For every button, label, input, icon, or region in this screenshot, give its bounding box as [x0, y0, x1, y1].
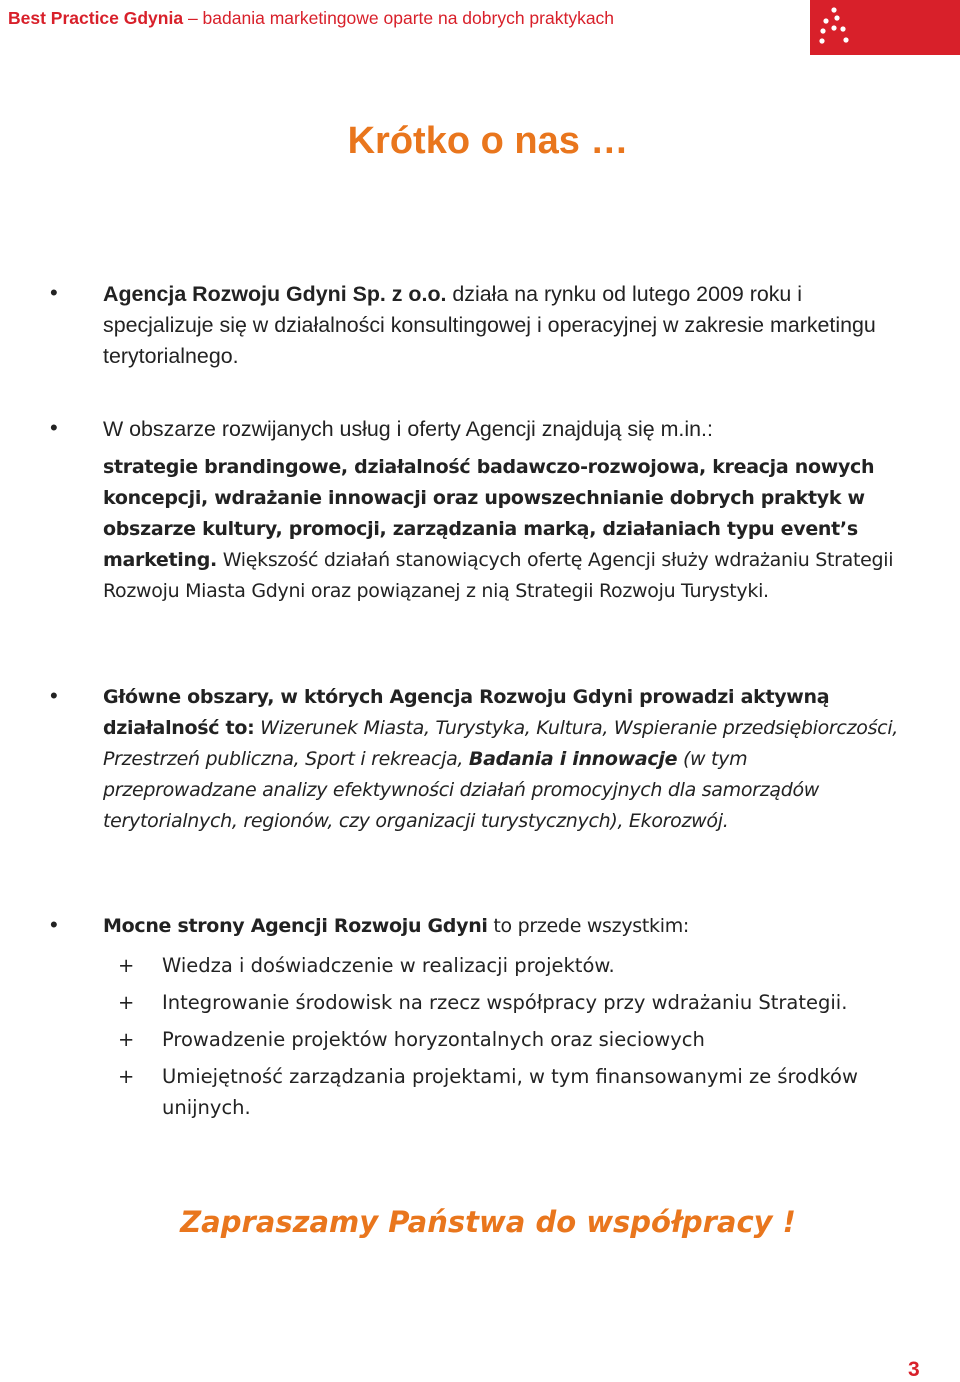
strength-item-text: Integrowanie środowisk na rzecz współpracy przy wdrażaniu Strategii.: [162, 991, 848, 1014]
plus-icon: +: [118, 1028, 135, 1051]
bullet-2-marker: •: [50, 415, 58, 440]
logo: [810, 0, 960, 55]
bullet-4-marker: •: [50, 912, 58, 937]
bullet-1-rest: działa na rynku od lutego 2009 roku i specjalizuje się w działalności konsultingowej i operacyjnej w zakresie marketingu terytorialnego.: [103, 282, 876, 368]
bullet-3-italic-2: (w tym przeprowadzane analizy efektywności działań promocyjnych dla samorządów terytorialnych, regionów, czy organizacji turystycznych), Ekorozwój.: [103, 748, 820, 832]
bullet-1-marker: •: [50, 280, 58, 305]
bullet-4-bold: Mocne strony Agencji Rozwoju Gdyni: [103, 915, 488, 937]
plus-icon: +: [118, 991, 135, 1014]
header: [8, 8, 614, 29]
bullet-2-intro: W obszarze rozwijanych usług i oferty Agencji znajdują się m.in.:: [103, 417, 713, 441]
plus-icon: +: [118, 1065, 135, 1088]
header-subtitle: badania marketingowe oparte na dobrych praktykach: [202, 8, 615, 28]
bullet-4-text: [103, 911, 903, 942]
bullet-1-bold: Agencja Rozwoju Gdyni Sp. z o.o.: [103, 282, 447, 306]
bullet-3-bold-italic: Badania i innowacje: [468, 748, 678, 770]
strength-item-text: Wiedza i doświadczenie w realizacji projektów.: [162, 954, 615, 977]
plus-icon: +: [118, 954, 135, 977]
bullet-3-italic: Wizerunek Miasta, Turystyka, Kultura, Wspieranie przedsiębiorczości, Przestrzeń publiczna, Sport i rekreacja,: [103, 717, 899, 770]
page-number: 3: [908, 1358, 920, 1381]
closing-invitation: Zapraszamy Państwa do współpracy !: [180, 1205, 796, 1239]
bullet-1-text: [103, 279, 903, 372]
strength-item-text: Prowadzenie projektów horyzontalnych oraz sieciowych: [162, 1028, 705, 1051]
header-dash: –: [183, 8, 203, 28]
strength-item-text: Umiejętność zarządzania projektami, w tym finansowanymi ze środków unijnych.: [162, 1065, 858, 1119]
bullet-4-rest: to przede wszystkim:: [487, 915, 690, 937]
bullet-2-rest: Większość działań stanowiących ofertę Agencji służy wdrażaniu Strategii Rozwoju Miasta Gdyni oraz powiązanej z nią Strategii Rozwoju Turystyki.: [103, 549, 894, 602]
page-title: Krótko o nas …: [347, 120, 629, 162]
bullet-3-bold: Główne obszary, w których Agencja Rozwoju Gdyni prowadzi aktywną działalność to:: [103, 686, 830, 739]
bullet-2-text: [103, 452, 903, 607]
bullet-3-text: [103, 682, 903, 837]
dots-logo-icon: [810, 0, 960, 55]
bullet-3-marker: •: [50, 683, 58, 708]
bullet-2-bold: strategie brandingowe, działalność badawczo-rozwojowa, kreacja nowych koncepcji, wdrażanie innowacji oraz upowszechnianie dobrych praktyk w obszarze kultury, promocji, zarządzania marką, działaniach typu event’s marketing.: [103, 456, 875, 571]
header-brand: Best Practice Gdynia: [8, 8, 184, 28]
